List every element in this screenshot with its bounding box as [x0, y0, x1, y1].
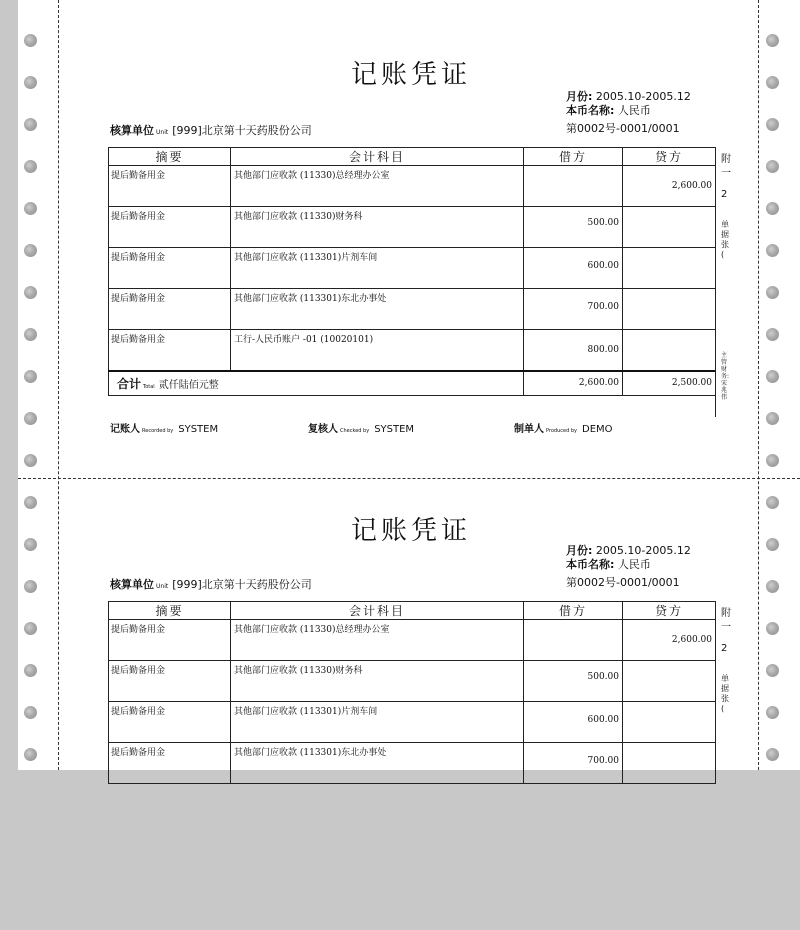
row-subject: 工行-人民币账户 -01 (10020101) — [231, 330, 524, 371]
left-feed-hole-icon — [24, 34, 37, 47]
row-summary: 提后勤备用金 — [109, 743, 231, 784]
currency-value: 人民币 — [617, 558, 651, 571]
header-subject: 会计科目 — [231, 148, 524, 166]
side-margin-line — [715, 601, 716, 771]
row-debit: 600.00 — [524, 248, 623, 289]
row-summary: 提后勤备用金 — [109, 620, 231, 661]
table-row — [109, 207, 716, 248]
row-debit — [524, 620, 623, 661]
currency-label: 本币名称: — [566, 558, 615, 571]
currency-line — [566, 556, 651, 572]
recorder-value: SYSTEM — [178, 424, 219, 435]
left-feed-hole-icon — [24, 370, 37, 383]
left-feed-hole-icon — [24, 664, 37, 677]
voucher-title: 记账凭证 — [350, 60, 471, 90]
row-subject: 其他部门应收款 (11330)总经理办公室 — [231, 166, 524, 207]
unit-sub-label: Unit — [156, 129, 169, 136]
row-summary: 提后勤备用金 — [109, 207, 231, 248]
right-feed-hole-icon — [766, 664, 779, 677]
header-summary: 摘要 — [109, 602, 231, 620]
unit-label: 核算单位 — [110, 578, 154, 591]
left-feed-hole-icon — [24, 76, 37, 89]
row-credit: 2,600.00 — [623, 620, 716, 661]
row-debit: 500.00 — [524, 661, 623, 702]
row-credit — [623, 289, 716, 330]
recorder-signature — [110, 420, 218, 435]
voucher-number: 第0002号-0001/0001 — [566, 122, 680, 135]
period-value: 2005.10-2005.12 — [595, 544, 691, 557]
right-feed-hole-icon — [766, 748, 779, 761]
right-feed-hole-icon — [766, 202, 779, 215]
currency-label: 本币名称: — [566, 104, 615, 117]
row-credit — [623, 207, 716, 248]
unit-line — [110, 122, 312, 138]
right-feed-hole-icon — [766, 496, 779, 509]
row-summary: 提后勤备用金 — [109, 166, 231, 207]
left-feed-hole-icon — [24, 748, 37, 761]
table-row — [109, 743, 716, 784]
attachment-dash: 一 — [721, 168, 731, 179]
attachment-count: 2 — [721, 643, 728, 654]
unit-label: 核算单位 — [110, 124, 154, 137]
right-feed-hole-icon — [766, 454, 779, 467]
left-feed-hole-icon — [24, 706, 37, 719]
row-debit: 600.00 — [524, 702, 623, 743]
voucher-table — [108, 601, 716, 784]
header-debit: 借方 — [524, 148, 623, 166]
row-subject: 其他部门应收款 (113301)片剂车间 — [231, 248, 524, 289]
total-row — [109, 371, 716, 396]
table-row — [109, 289, 716, 330]
row-subject: 其他部门应收款 (113301)东北办事处 — [231, 743, 524, 784]
left-feed-hole-icon — [24, 580, 37, 593]
currency-line — [566, 102, 651, 118]
left-feed-hole-icon — [24, 454, 37, 467]
row-subject: 其他部门应收款 (11330)总经理办公室 — [231, 620, 524, 661]
row-summary: 提后勤备用金 — [109, 330, 231, 371]
row-debit: 700.00 — [524, 743, 623, 784]
row-summary: 提后勤备用金 — [109, 289, 231, 330]
recorder-label: 记账人 — [110, 424, 140, 435]
left-feed-hole-icon — [24, 412, 37, 425]
table-row — [109, 620, 716, 661]
checker-signature — [308, 420, 414, 435]
left-feed-hole-icon — [24, 160, 37, 173]
recorder-sub-label: Recorded by — [142, 428, 174, 434]
right-feed-hole-icon — [766, 118, 779, 131]
table-row — [109, 702, 716, 743]
row-subject: 其他部门应收款 (113301)东北办事处 — [231, 289, 524, 330]
currency-value: 人民币 — [617, 104, 651, 117]
attachment-unit: 单据张( — [721, 220, 729, 259]
total-debit: 2,600.00 — [524, 371, 623, 396]
right-feed-hole-icon — [766, 286, 779, 299]
header-credit: 贷方 — [623, 148, 716, 166]
voucher-number: 第0002号-0001/0001 — [566, 576, 680, 589]
side-margin-line — [715, 147, 716, 417]
producer-label: 制单人 — [514, 424, 544, 435]
right-feed-hole-icon — [766, 580, 779, 593]
row-summary: 提后勤备用金 — [109, 661, 231, 702]
row-credit — [623, 248, 716, 289]
table-header-row — [109, 602, 716, 620]
supervisor-note: 主管财务:宋兆伟 — [721, 352, 730, 401]
table-row — [109, 248, 716, 289]
total-label: 合计 — [117, 376, 142, 391]
table-row — [109, 330, 716, 371]
table-header-row — [109, 148, 716, 166]
right-feed-hole-icon — [766, 538, 779, 551]
left-feed-hole-icon — [24, 202, 37, 215]
row-credit — [623, 743, 716, 784]
producer-value: DEMO — [582, 424, 613, 435]
header-credit: 贷方 — [623, 602, 716, 620]
total-in-words: 贰仟陆佰元整 — [158, 379, 219, 391]
table-row — [109, 661, 716, 702]
period-label: 月份: — [566, 544, 593, 557]
row-credit — [623, 330, 716, 371]
total-cell — [109, 371, 524, 396]
left-feed-hole-icon — [24, 118, 37, 131]
left-feed-hole-icon — [24, 286, 37, 299]
row-credit — [623, 702, 716, 743]
left-feed-hole-icon — [24, 328, 37, 341]
right-feed-hole-icon — [766, 244, 779, 257]
right-feed-hole-icon — [766, 370, 779, 383]
attachment-count: 2 — [721, 189, 728, 200]
row-debit: 500.00 — [524, 207, 623, 248]
attachment-dash: 一 — [721, 622, 731, 633]
right-feed-hole-icon — [766, 76, 779, 89]
right-feed-hole-icon — [766, 328, 779, 341]
unit-sub-label: Unit — [156, 583, 169, 590]
voucher-page-1 — [18, 0, 800, 470]
voucher-table — [108, 147, 716, 396]
row-subject: 其他部门应收款 (113301)片剂车间 — [231, 702, 524, 743]
right-feed-hole-icon — [766, 706, 779, 719]
left-feed-hole-icon — [24, 538, 37, 551]
header-subject: 会计科目 — [231, 602, 524, 620]
left-feed-hole-icon — [24, 496, 37, 509]
left-feed-hole-icon — [24, 622, 37, 635]
right-feed-hole-icon — [766, 34, 779, 47]
producer-sub-label: Produced by — [546, 428, 577, 434]
right-feed-hole-icon — [766, 160, 779, 173]
attachment-label: 附 — [721, 608, 731, 619]
period-value: 2005.10-2005.12 — [595, 90, 691, 103]
row-subject: 其他部门应收款 (11330)财务科 — [231, 661, 524, 702]
row-credit — [623, 661, 716, 702]
header-debit: 借方 — [524, 602, 623, 620]
row-debit: 800.00 — [524, 330, 623, 371]
producer-signature — [514, 420, 613, 435]
voucher-paper — [18, 0, 800, 770]
voucher-title: 记账凭证 — [350, 516, 471, 546]
row-summary: 提后勤备用金 — [109, 248, 231, 289]
period-label: 月份: — [566, 90, 593, 103]
unit-value: [999]北京第十天药股份公司 — [172, 124, 312, 137]
checker-sub-label: Checked by — [340, 428, 370, 434]
attachment-label: 附 — [721, 154, 731, 165]
right-feed-hole-icon — [766, 622, 779, 635]
attachment-unit: 单据张( — [721, 674, 729, 713]
row-summary: 提后勤备用金 — [109, 702, 231, 743]
left-feed-hole-icon — [24, 244, 37, 257]
checker-label: 复核人 — [308, 424, 338, 435]
total-sub-label: Total — [143, 383, 155, 390]
row-subject: 其他部门应收款 (11330)财务科 — [231, 207, 524, 248]
total-credit: 2,500.00 — [623, 371, 716, 396]
voucher-page-2 — [18, 460, 800, 930]
unit-value: [999]北京第十天药股份公司 — [172, 578, 312, 591]
row-debit: 700.00 — [524, 289, 623, 330]
header-summary: 摘要 — [109, 148, 231, 166]
table-row — [109, 166, 716, 207]
unit-line — [110, 576, 312, 592]
row-debit — [524, 166, 623, 207]
checker-value: SYSTEM — [374, 424, 415, 435]
row-credit: 2,600.00 — [623, 166, 716, 207]
right-feed-hole-icon — [766, 412, 779, 425]
